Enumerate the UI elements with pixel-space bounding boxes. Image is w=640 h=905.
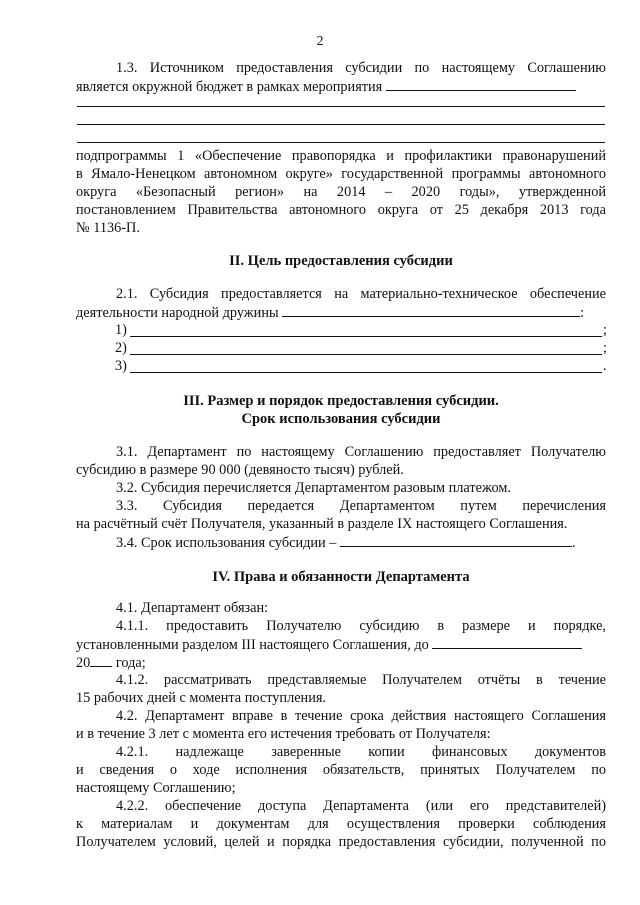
line-end-colon: : — [580, 305, 585, 321]
paragraph-1-3-cont-line3: округа «Безопасный регион» на 2014 – 2020 годы», утвержденной — [76, 184, 606, 200]
page-number: 2 — [316, 34, 324, 49]
paragraph-1-3-line1: 1.3. Источником предоставления субсидии по настоящему Соглашению — [116, 60, 606, 76]
section-4-heading: IV. Права и обязанности Департамента — [212, 569, 470, 585]
paragraph-3-1-line1: 3.1. Департамент по настоящему Соглашению предоставляет Получателю — [116, 444, 606, 460]
paragraph-1-3-cont-line2: в Ямало-Ненецком автономном округе» государственной программы автономного — [76, 166, 606, 182]
paragraph-1-3-cont-line5: № 1136-П. — [76, 220, 140, 236]
fill-in-blank — [386, 78, 576, 91]
paragraph-4-1-2-line2: 15 рабочих дней с момента поступления. — [76, 690, 326, 706]
year-suffix: года; — [115, 655, 146, 671]
paragraph-4-1-1-line1: 4.1.1. предоставить Получателю субсидию в размере и порядке, — [116, 618, 606, 634]
paragraph-4-1-1-line2 — [76, 636, 606, 655]
list-item-number: 1) — [115, 322, 127, 338]
list-item-end: ; — [603, 340, 607, 356]
paragraph-4-2-2-line2: к материалам и документам для осуществления проверки соблюдения — [76, 816, 606, 832]
paragraph-4-1-2-line1: 4.1.2. рассматривать представляемые Получателем отчёты в течение — [116, 672, 606, 688]
paragraph-3-4 — [116, 534, 606, 553]
fill-in-line — [130, 372, 602, 373]
paragraph-2-1-text: деятельности народной дружины — [76, 305, 279, 321]
paragraph-4-2-1-line3: настоящему Соглашению; — [76, 780, 236, 796]
paragraph-4-2-2-line1: 4.2.2. обеспечение доступа Департамента (или его представителей) — [116, 798, 606, 814]
fill-in-line — [77, 124, 605, 125]
paragraph-2-1-line1: 2.1. Субсидия предоставляется на материально-техническое обеспечение — [116, 286, 606, 302]
paragraph-1-3-line2 — [76, 78, 606, 97]
line-end-period: . — [571, 535, 576, 551]
paragraph-4-2-line1: 4.2. Департамент вправе в течение срока действия настоящего Соглашения — [116, 708, 606, 724]
paragraph-1-3-cont-line4: постановлением Правительства автономного округа от 25 декабря 2013 года — [76, 202, 606, 218]
fill-in-blank — [340, 534, 572, 547]
fill-in-blank — [90, 654, 112, 667]
section-3-heading-line1: III. Размер и порядок предоставления субсидии. — [183, 393, 499, 409]
paragraph-3-3-line1: 3.3. Субсидия передается Департаментом путем перечисления — [116, 498, 606, 514]
fill-in-blank — [432, 636, 582, 649]
fill-in-line — [130, 354, 602, 355]
list-item-end: ; — [603, 322, 607, 338]
list-item-number: 2) — [115, 340, 127, 356]
paragraph-3-3-line2: на расчётный счёт Получателя, указанный в разделе IX настоящего Соглашения. — [76, 516, 568, 532]
fill-in-line — [77, 142, 605, 143]
paragraph-4-1: 4.1. Департамент обязан: — [116, 600, 269, 616]
paragraph-4-2-1-line1: 4.2.1. надлежаще заверенные копии финансовых документов — [116, 744, 606, 760]
list-item-number: 3) — [115, 358, 127, 374]
paragraph-3-1-line2: субсидию в размере 90 000 (девяносто тысяч) рублей. — [76, 462, 404, 478]
list-item-end: . — [603, 358, 607, 374]
paragraph-1-3-cont-line1: подпрограммы 1 «Обеспечение правопорядка и профилактики правонарушений — [76, 148, 606, 164]
paragraph-1-3-text: является окружной бюджет в рамках мероприятия — [76, 79, 383, 95]
section-2-heading: II. Цель предоставления субсидии — [229, 253, 453, 269]
fill-in-line — [130, 336, 602, 337]
paragraph-4-2-1-line2: и сведения о ходе исполнения обязательств, принятых Получателем по — [76, 762, 606, 778]
year-prefix: 20 — [76, 655, 91, 671]
paragraph-3-2: 3.2. Субсидия перечисляется Департаментом разовым платежом. — [116, 480, 511, 496]
fill-in-blank — [282, 304, 580, 317]
fill-in-line — [77, 106, 605, 107]
paragraph-4-2-2-line3: Получателем условий, целей и порядка предоставления субсидии, полученной по — [76, 834, 606, 850]
paragraph-4-1-1-line3 — [76, 654, 606, 673]
paragraph-3-4-text: 3.4. Срок использования субсидии – — [116, 535, 337, 551]
paragraph-4-2-line2: и в течение 3 лет с момента его истечения требовать от Получателя: — [76, 726, 491, 742]
paragraph-2-1-line2 — [76, 304, 606, 323]
paragraph-4-1-1-text: установленными разделом III настоящего Соглашения, до — [76, 637, 429, 653]
section-3-heading-line2: Срок использования субсидии — [241, 411, 441, 427]
